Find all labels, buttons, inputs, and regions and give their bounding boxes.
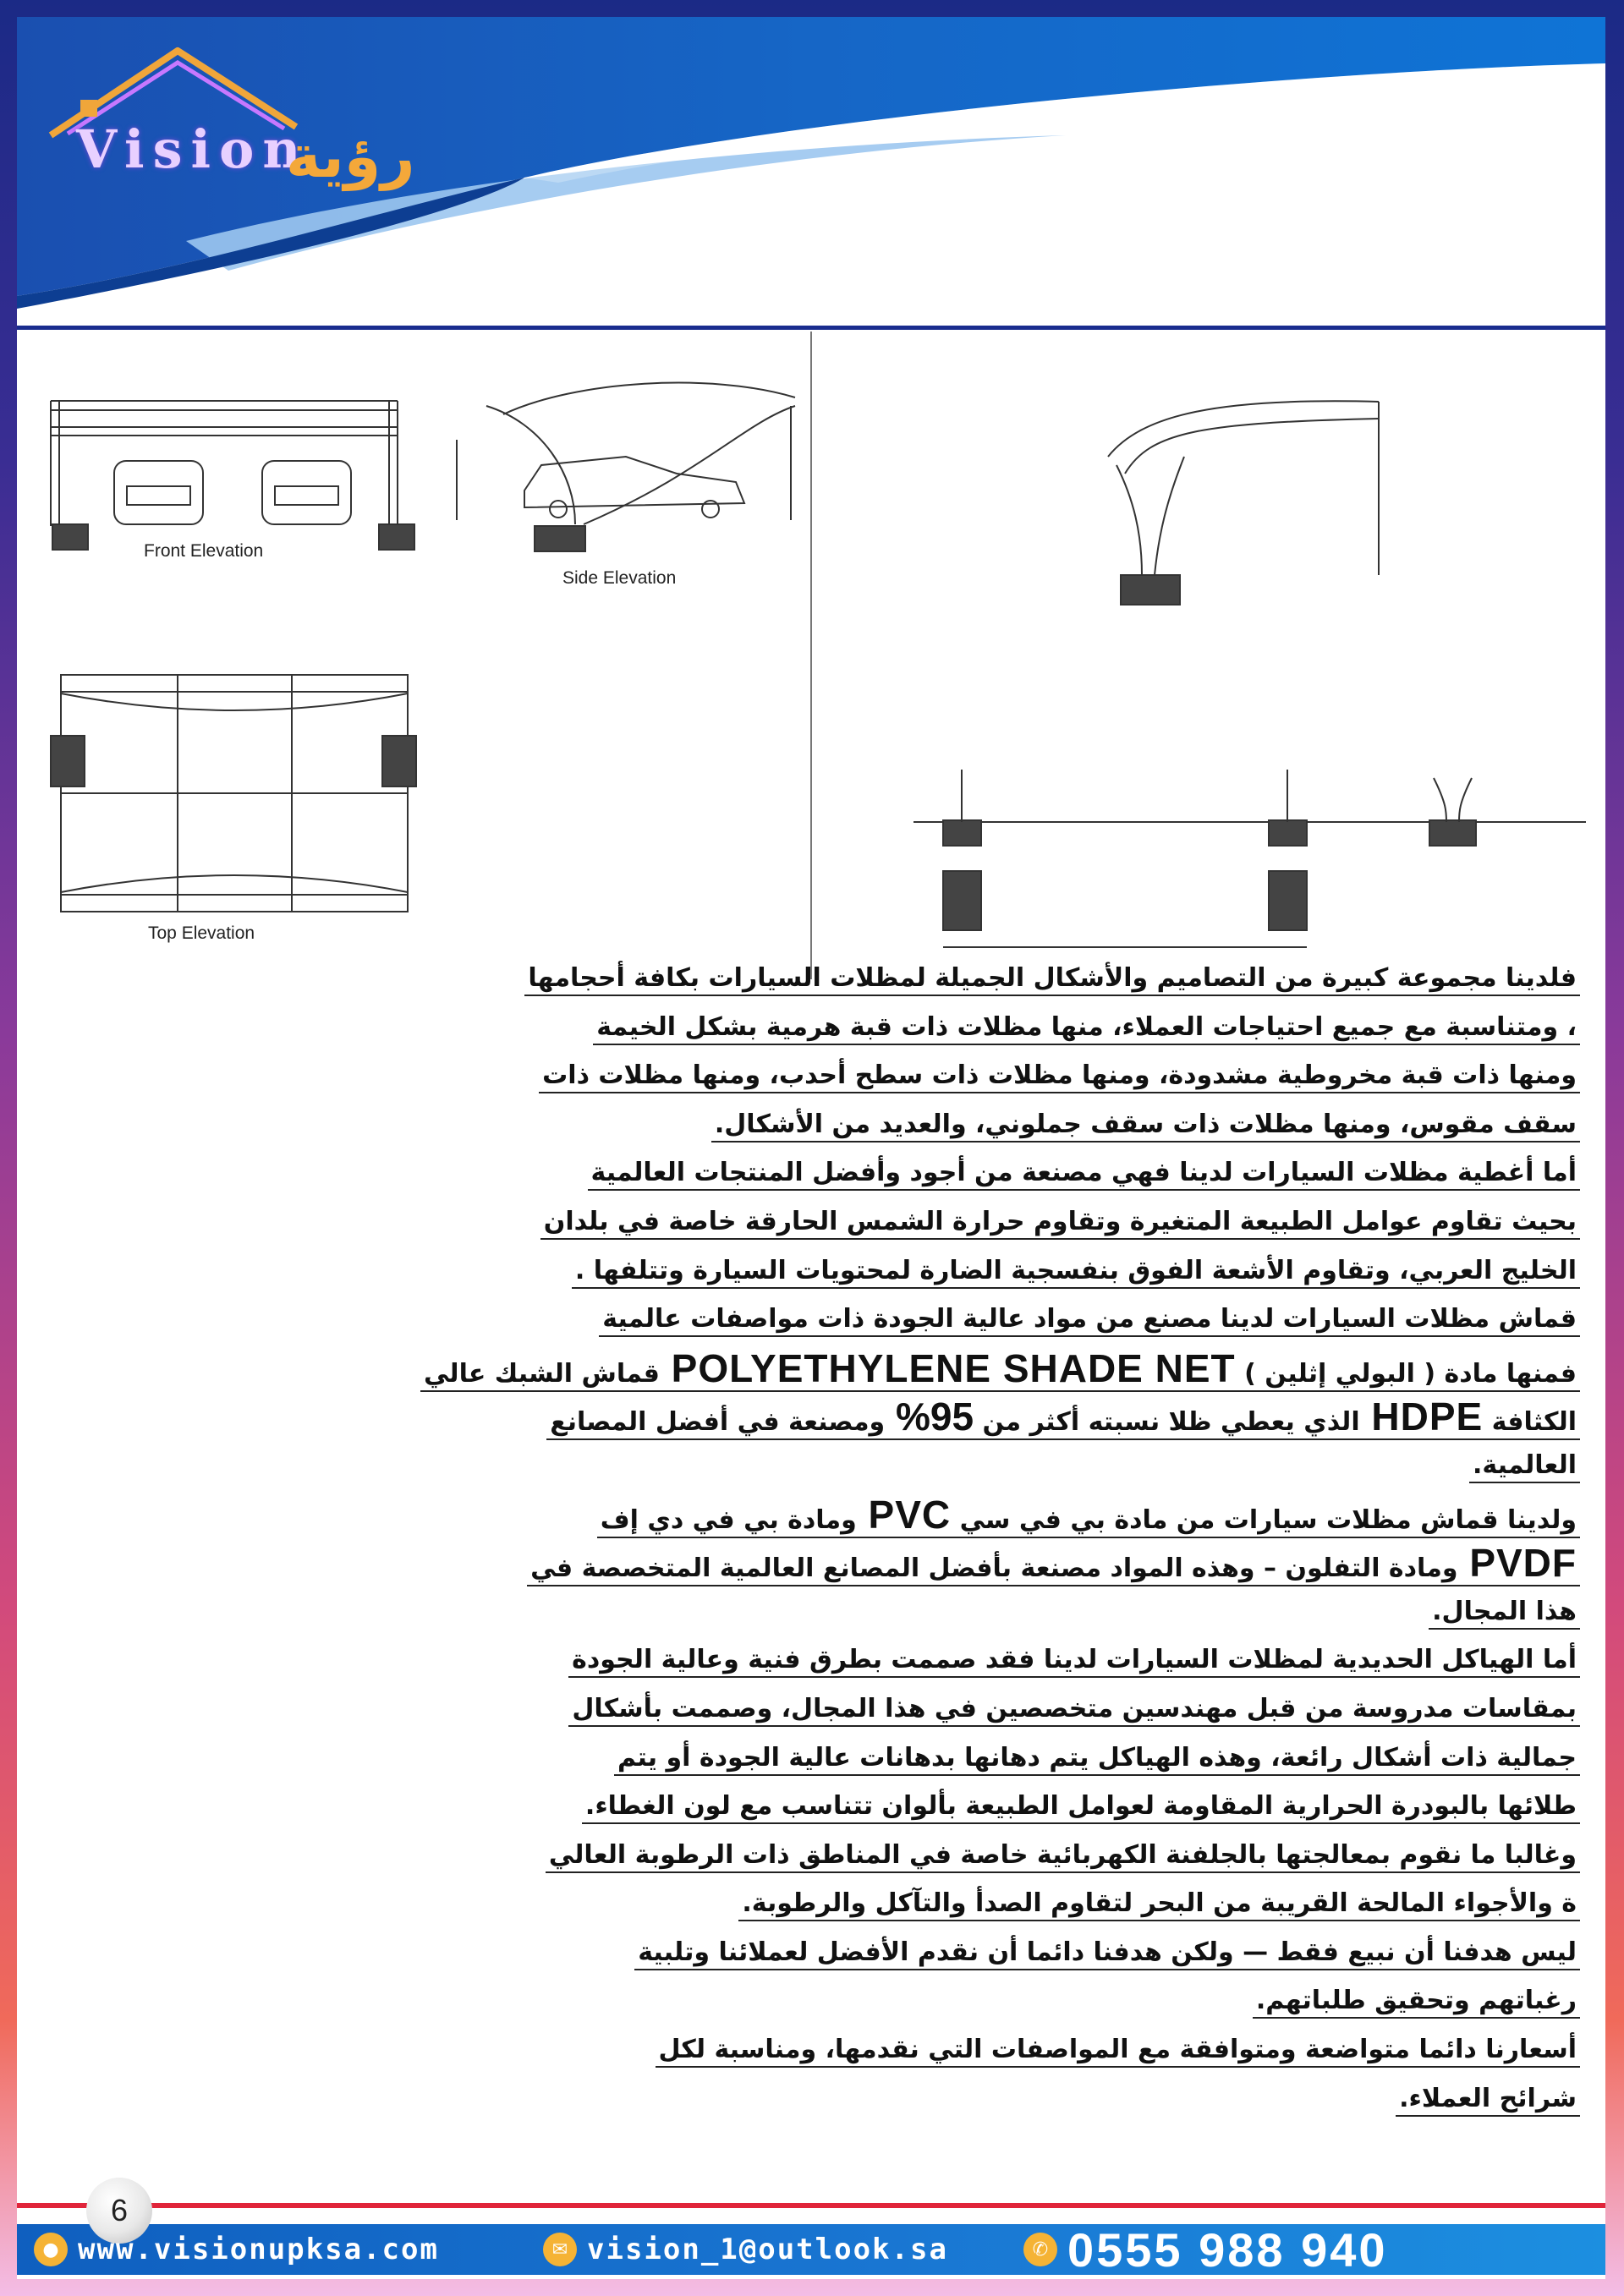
body-line-text xyxy=(614,1743,1580,1776)
header-banner xyxy=(17,17,1605,330)
body-line-text xyxy=(1429,1597,1580,1630)
arabic-segment: رغباتهم وتحقيق طلباتهم. xyxy=(1255,1986,1577,2016)
body-line-text xyxy=(572,1256,1580,1289)
body-line xyxy=(41,1930,1580,1979)
body-line-text xyxy=(568,1694,1580,1727)
body-line xyxy=(41,1492,1580,1541)
latin-term: PVC xyxy=(856,1492,952,1537)
body-line-text xyxy=(546,1840,1580,1873)
body-line xyxy=(41,1735,1580,1784)
arabic-segment: قماش مظلات السيارات لدينا مصنع من مواد عالية الجودة ذات مواصفات عالمية xyxy=(602,1304,1577,1334)
arabic-segment: قماش الشبك عالي xyxy=(423,1358,660,1389)
arabic-segment: ة والأجواء المالحة القريبة من البحر لتقاوم الصدأ والتآكل والرطوبة. xyxy=(742,1888,1577,1919)
front-elevation-caption: Front Elevation xyxy=(144,541,264,561)
arabic-segment: شرائح العملاء. xyxy=(1399,2083,1577,2113)
top-elevation-drawing xyxy=(51,675,416,912)
body-line-text xyxy=(524,963,1580,996)
body-line-text xyxy=(656,2035,1580,2068)
body-line-text xyxy=(540,1207,1580,1240)
envelope-icon: ✉ xyxy=(543,2233,577,2266)
body-line xyxy=(41,1540,1580,1589)
body-line-text xyxy=(597,1492,1580,1538)
body-line xyxy=(41,1199,1580,1248)
body-line xyxy=(41,1881,1580,1930)
body-line xyxy=(41,1102,1580,1151)
arabic-segment: أما الهياكل الحديدية لمظلات السيارات لدينا فقد صممت بطرق فنية وعالية الجودة xyxy=(572,1645,1577,1675)
arabic-segment: ومنها ذات قبة مخروطية مشدودة، ومنها مظلات ذات سطح أحدب، ومنها مظلات ذات xyxy=(542,1060,1577,1091)
arabic-segment: أما أغطية مظلات السيارات لدينا فهي مصنعة من أجود وأفضل المنتجات العالمية xyxy=(590,1158,1577,1188)
body-line xyxy=(41,1248,1580,1297)
arabic-segment: طلائها بالبودرة الحرارية المقاومة لعوامل الطبيعة بألوان تتناسب مع لون الغطاء. xyxy=(584,1791,1577,1822)
body-line-text xyxy=(527,1541,1580,1586)
latin-term: 95% xyxy=(885,1395,974,1439)
company-logo xyxy=(17,34,414,211)
arabic-segment: جمالية ذات أشكال رائعة، وهذه الهياكل يتم دهانها بدهانات عالية الجودة أو يتم xyxy=(617,1742,1577,1773)
body-line xyxy=(41,1686,1580,1735)
body-line-text xyxy=(599,1304,1580,1337)
body-line xyxy=(41,1637,1580,1686)
body-line-text xyxy=(588,1158,1580,1191)
body-line xyxy=(41,1053,1580,1102)
body-line xyxy=(41,1784,1580,1833)
foundation-detail-drawing xyxy=(914,770,1586,947)
arabic-segment: هذا المجال. xyxy=(1432,1596,1577,1626)
body-line-text xyxy=(582,1791,1580,1824)
body-line-text xyxy=(1469,1450,1580,1483)
body-line-text xyxy=(1396,2084,1580,2117)
latin-term: HDPE xyxy=(1359,1395,1484,1439)
globe-icon: ● xyxy=(34,2233,68,2266)
phone-text: 0555 988 940 xyxy=(1067,2222,1388,2277)
brochure-page xyxy=(17,17,1605,2279)
footer-red-rule xyxy=(17,2203,1605,2208)
body-line xyxy=(41,1150,1580,1199)
arabic-segment: سقف مقوس، ومنها مظلات ذات سقف جملوني، والعديد من الأشكال. xyxy=(714,1109,1577,1139)
body-line-text xyxy=(1253,1986,1580,2019)
body-line-text xyxy=(711,1110,1580,1143)
footer-email[interactable] xyxy=(543,2226,948,2273)
arabic-segment: ولدينا قماش مظلات سيارات من مادة بي في سي xyxy=(951,1504,1577,1535)
body-line xyxy=(41,1443,1580,1492)
body-text xyxy=(41,956,1580,2124)
arabic-segment: بمقاسات مدروسة من قبل مهندسين متخصصين في هذا المجال، وصممت بأشكال xyxy=(572,1693,1577,1723)
body-line-text xyxy=(634,1937,1580,1970)
arabic-segment: ، ومتناسبة مع جميع احتياجات العملاء، منها مظلات ذات قبة هرمية بشكل الخيمة xyxy=(596,1011,1577,1042)
body-line xyxy=(41,1394,1580,1443)
arabic-segment: وغالبا ما نقوم بمعالجتها بالجلفنة الكهربائية خاصة في المناطق ذات الرطوبة العالي xyxy=(548,1839,1577,1870)
arabic-segment: بحيث تقاوم عوامل الطبيعة المتغيرة وتقاوم حرارة الشمس الحارقة خاصة في بلدان xyxy=(543,1206,1577,1236)
side-elevation-drawing xyxy=(457,383,795,551)
arabic-segment: الذي يعطي ظلا نسبته أكثر من xyxy=(974,1407,1360,1438)
arabic-segment: الكثافة xyxy=(1483,1407,1577,1438)
arabic-segment: الخليج العربي، وتقاوم الأشعة الفوق بنفسجية الضارة لمحتويات السيارة وتتلفها . xyxy=(574,1255,1577,1285)
latin-term: PVDF xyxy=(1457,1541,1577,1586)
arabic-segment: العالمية. xyxy=(1473,1449,1577,1480)
body-line xyxy=(41,1345,1580,1395)
body-line xyxy=(41,956,1580,1005)
technical-drawings xyxy=(17,330,1605,973)
body-line-text xyxy=(593,1012,1580,1045)
body-line xyxy=(41,2076,1580,2125)
logo-latin-text: Vision xyxy=(76,118,310,180)
body-line-text xyxy=(546,1395,1580,1440)
side-elevation-caption: Side Elevation xyxy=(562,568,677,588)
body-line xyxy=(41,1833,1580,1882)
body-line-text xyxy=(420,1345,1580,1392)
body-line xyxy=(41,1296,1580,1345)
body-line-text xyxy=(539,1060,1580,1093)
email-text: vision_1@outlook.sa xyxy=(587,2233,948,2266)
latin-term: POLYETHYLENE SHADE NET xyxy=(659,1345,1236,1390)
arabic-segment: فلدينا مجموعة كبيرة من التصاميم والأشكال الجميلة لمظلات السيارات بكافة أحجامها xyxy=(528,963,1577,993)
arabic-segment: ليس هدفنا أن نبيع فقط — ولكن هدفنا دائما أن نقدم الأفضل لعملائنا وتلبية xyxy=(638,1937,1577,1967)
logo-arabic-text: رؤية xyxy=(286,122,415,191)
arabic-segment: ومصنعة في أفضل المصانع xyxy=(550,1407,886,1438)
phone-icon: ✆ xyxy=(1023,2233,1057,2266)
arabic-segment: ومادة التفلون – وهذه المواد مصنعة بأفضل المصانع العالمية المتخصصة في xyxy=(530,1553,1458,1584)
arabic-segment: أسعارنا دائما متواضعة ومتوافقة مع المواصفات التي نقدمها، ومناسبة لكل xyxy=(658,2035,1577,2065)
front-elevation-drawing xyxy=(51,401,414,550)
detail-section-drawing xyxy=(1108,401,1379,605)
body-line xyxy=(41,1589,1580,1638)
arabic-segment: ومادة بي في دي إف xyxy=(600,1504,857,1535)
page-number-badge: 6 xyxy=(86,2178,152,2244)
body-line-text xyxy=(738,1888,1580,1921)
body-line xyxy=(41,1005,1580,1054)
website-text: www.visionupksa.com xyxy=(78,2233,439,2266)
top-elevation-caption: Top Elevation xyxy=(148,923,255,943)
footer-phone[interactable] xyxy=(1023,2222,1388,2277)
footer-website[interactable] xyxy=(34,2226,439,2273)
body-line xyxy=(41,2027,1580,2076)
body-line xyxy=(41,1978,1580,2027)
arabic-segment: فمنها مادة ( البولي إثلين ) xyxy=(1235,1358,1577,1389)
body-line-text xyxy=(568,1645,1580,1678)
